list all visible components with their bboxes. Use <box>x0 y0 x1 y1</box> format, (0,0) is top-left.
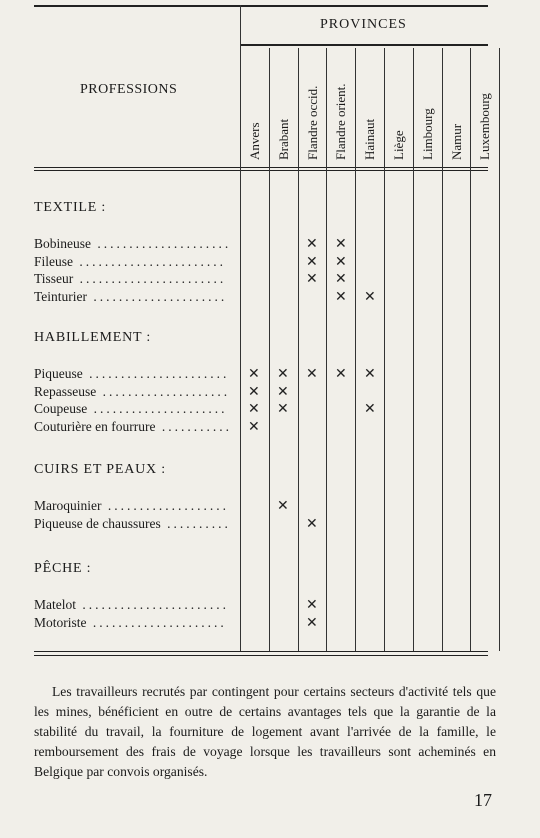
cross-mark: ✕ <box>335 288 347 305</box>
cross-mark: ✕ <box>306 597 318 613</box>
profession-label <box>34 597 229 613</box>
cross-mark: ✕ <box>306 366 318 382</box>
province-label: Anvers <box>247 122 262 160</box>
province-label: Limbourg <box>420 108 435 160</box>
cross-mark: ✕ <box>364 401 376 417</box>
province-label: Brabant <box>276 118 291 160</box>
cross-mark: ✕ <box>277 498 289 514</box>
column-divider <box>413 48 414 651</box>
leader-dots: .......... <box>160 515 231 531</box>
cross-mark: ✕ <box>306 614 318 631</box>
profession-name: Motoriste <box>34 614 87 630</box>
leader-dots: ..................... <box>86 614 227 630</box>
column-divider <box>298 48 299 651</box>
province-label: Hainaut <box>362 118 377 160</box>
cross-mark: ✕ <box>306 236 318 252</box>
column-divider <box>384 48 385 651</box>
section-title: HABILLEMENT : <box>34 330 152 345</box>
cross-mark: ✕ <box>248 401 260 417</box>
profession-label <box>34 401 228 417</box>
province-label: Flandre orient. <box>333 83 348 160</box>
profession-label <box>34 289 227 305</box>
cross-mark: ✕ <box>306 271 318 287</box>
profession-label <box>34 254 226 270</box>
cross-mark: ✕ <box>277 383 289 400</box>
profession-name: Matelot <box>34 597 76 612</box>
profession-name: Fileuse <box>34 253 73 269</box>
province-label: Namur <box>449 123 464 160</box>
leader-dots: ...................... <box>82 366 230 381</box>
leader-dots: ..................... <box>87 401 228 416</box>
leader-dots: ....................... <box>76 597 229 612</box>
profession-label <box>34 419 232 435</box>
cross-mark: ✕ <box>306 515 318 532</box>
profession-label <box>34 236 231 252</box>
cross-mark: ✕ <box>364 366 376 382</box>
provinces-rule <box>240 44 488 46</box>
leader-dots: ................... <box>101 498 229 513</box>
profession-name: Piqueuse de chaussures <box>34 515 161 531</box>
section-title: TEXTILE : <box>34 200 107 215</box>
table-bottom-rule <box>34 651 488 652</box>
profession-label <box>34 384 230 400</box>
cross-mark: ✕ <box>335 236 347 252</box>
column-divider <box>326 48 327 651</box>
cross-mark: ✕ <box>306 253 318 270</box>
column-divider <box>499 48 500 651</box>
province-label: Luxembourg <box>477 93 492 160</box>
cross-mark: ✕ <box>277 401 289 417</box>
column-divider <box>442 48 443 651</box>
leader-dots: ........... <box>155 418 232 434</box>
leader-dots: ..................... <box>91 236 232 251</box>
cross-mark: ✕ <box>364 288 376 305</box>
professions-header: PROFESSIONS <box>80 82 178 97</box>
cross-mark: ✕ <box>248 383 260 400</box>
header-bottom-rule-2 <box>34 170 488 171</box>
header-bottom-rule <box>34 167 488 168</box>
body-paragraph: Les travailleurs recrutés par contingent pour certains secteurs d'activité tels que les mines, bénéficient en outre de certains avantages tels que la garantie de la stabilité du travail, la fourniture de logement avant l'arrivée de la famille, le remboursement des frais de voyage lorsque les travailleurs sont acheminés en Belgique par convois organisés. <box>34 684 496 779</box>
cross-mark: ✕ <box>277 366 289 382</box>
column-divider <box>355 48 356 651</box>
cross-mark: ✕ <box>335 271 347 287</box>
leader-dots: ....................... <box>73 271 227 286</box>
profession-name: Piqueuse <box>34 366 83 381</box>
province-label: Liège <box>391 130 406 160</box>
profession-name: Teinturier <box>34 288 88 304</box>
cross-mark: ✕ <box>335 366 347 382</box>
table-top-rule <box>34 5 488 7</box>
leader-dots: ....................... <box>73 253 226 269</box>
leader-dots: .................... <box>96 383 231 399</box>
profession-name: Coupeuse <box>34 401 88 416</box>
column-divider <box>240 5 241 651</box>
profession-label <box>34 498 229 514</box>
section-title: CUIRS ET PEAUX : <box>34 462 166 477</box>
profession-label <box>34 516 231 532</box>
table-bottom-rule-2 <box>34 655 488 656</box>
province-label: Flandre occid. <box>305 85 320 160</box>
profession-label <box>34 271 226 287</box>
leader-dots: ..................... <box>87 288 228 304</box>
cross-mark: ✕ <box>248 366 260 382</box>
column-divider <box>470 48 471 651</box>
page-number: 17 <box>474 790 492 810</box>
profession-label <box>34 615 227 631</box>
profession-name: Bobineuse <box>34 236 91 251</box>
cross-mark: ✕ <box>248 418 260 435</box>
profession-name: Couturière en fourrure <box>34 418 156 434</box>
profession-name: Tisseur <box>34 271 74 286</box>
profession-label <box>34 366 229 382</box>
profession-name: Repasseuse <box>34 383 97 399</box>
section-title: PÊCHE : <box>34 561 92 576</box>
provinces-header: PROVINCES <box>320 17 407 32</box>
profession-name: Maroquinier <box>34 498 102 513</box>
column-divider <box>269 48 270 651</box>
cross-mark: ✕ <box>335 253 347 270</box>
